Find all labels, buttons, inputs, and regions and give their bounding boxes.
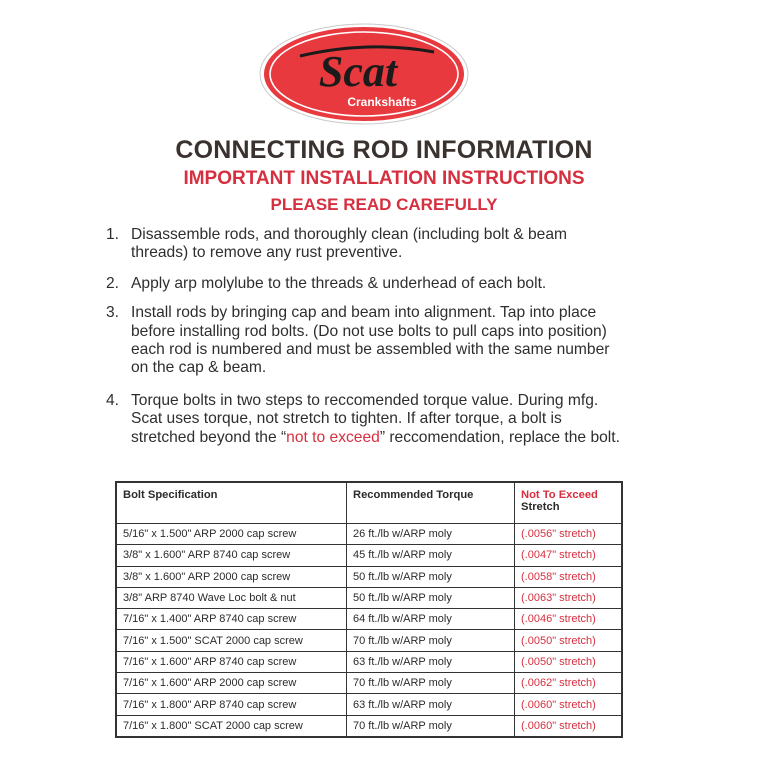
instruction-step: [106, 392, 626, 447]
table-row: [117, 694, 622, 715]
read-carefully-note: PLEASE READ CAREFULLY: [270, 195, 498, 214]
cell-stretch: (.0046" stretch): [515, 609, 622, 630]
cell-spec: 7/16" x 1.800" SCAT 2000 cap screw: [117, 715, 347, 736]
table-row: [117, 609, 622, 630]
header-recommended-torque: Recommended Torque: [347, 483, 515, 524]
instruction-step: [106, 275, 626, 293]
cell-spec: 3/8" ARP 8740 Wave Loc bolt & nut: [117, 587, 347, 608]
cell-spec: 3/8" x 1.600" ARP 2000 cap screw: [117, 566, 347, 587]
cell-stretch: (.0060" stretch): [515, 694, 622, 715]
table-row: [117, 673, 622, 694]
cell-stretch: (.0050" stretch): [515, 630, 622, 651]
table-row: [117, 715, 622, 736]
cell-torque: 50 ft./lb w/ARP moly: [347, 587, 515, 608]
table-row: [117, 545, 622, 566]
step-text: Install rods by bringing cap and beam into alignment. Tap into place before installing rod bolts. (Do not use bolts to pull caps into position) each rod is numbered and must be assembled with the same number on the cap & beam.: [131, 304, 610, 377]
not-to-exceed-highlight: not to exceed: [286, 428, 380, 446]
cell-stretch: (.0047" stretch): [515, 545, 622, 566]
header-bolt-specification: Bolt Specification: [117, 483, 347, 524]
cell-stretch: (.0056" stretch): [515, 524, 622, 545]
cell-torque: 63 ft./lb w/ARP moly: [347, 694, 515, 715]
table-row: [117, 630, 622, 651]
cell-spec: 5/16" x 1.500" ARP 2000 cap screw: [117, 524, 347, 545]
step-number: 3.: [106, 304, 120, 322]
cell-stretch: (.0063" stretch): [515, 587, 622, 608]
table-row: [117, 524, 622, 545]
cell-torque: 64 ft./lb w/ARP moly: [347, 609, 515, 630]
step-number: 4.: [106, 391, 120, 409]
header-stretch-line1: Not To Exceed: [521, 489, 598, 501]
cell-torque: 63 ft./lb w/ARP moly: [347, 651, 515, 672]
cell-spec: 7/16" x 1.800" ARP 8740 cap screw: [117, 694, 347, 715]
cell-stretch: (.0062" stretch): [515, 673, 622, 694]
header-not-to-exceed-stretch: [515, 483, 622, 524]
cell-torque: 45 ft./lb w/ARP moly: [347, 545, 515, 566]
step-text: Apply arp molylube to the threads & underhead of each bolt.: [131, 274, 547, 292]
logo-subtitle: Crankshafts: [347, 95, 417, 109]
header-stretch-line2: Stretch: [521, 501, 560, 513]
table-row: [117, 651, 622, 672]
table-row: [117, 587, 622, 608]
cell-stretch: (.0058" stretch): [515, 566, 622, 587]
step-number: 1.: [106, 226, 120, 243]
cell-spec: 7/16" x 1.600" ARP 2000 cap screw: [117, 673, 347, 694]
scat-logo: [258, 22, 470, 126]
instruction-step: [106, 304, 626, 378]
instruction-step: [106, 226, 626, 263]
step-text-after: ” reccomendation, replace the bolt.: [379, 428, 620, 446]
cell-torque: 70 ft./lb w/ARP moly: [347, 715, 515, 736]
step-number: 2.: [106, 274, 120, 292]
instruction-list: [106, 226, 626, 447]
step-text: Disassemble rods, and thoroughly clean (including bolt & beam threads) to remove any rust preventive.: [131, 226, 568, 262]
step-text-before: Torque bolts in two steps to reccomended torque value. During mfg. Scat uses torque, not stretch to tighten. If after torque, a bolt is stretched beyond the “: [131, 391, 599, 446]
cell-torque: 70 ft./lb w/ARP moly: [347, 673, 515, 694]
cell-spec: 3/8" x 1.600" ARP 8740 cap screw: [117, 545, 347, 566]
cell-torque: 70 ft./lb w/ARP moly: [347, 630, 515, 651]
page-title: CONNECTING ROD INFORMATION: [175, 136, 593, 164]
cell-spec: 7/16" x 1.600" ARP 8740 cap screw: [117, 651, 347, 672]
cell-torque: 26 ft./lb w/ARP moly: [347, 524, 515, 545]
cell-stretch: (.0050" stretch): [515, 651, 622, 672]
cell-stretch: (.0060" stretch): [515, 715, 622, 736]
cell-spec: 7/16" x 1.500" SCAT 2000 cap screw: [117, 630, 347, 651]
cell-spec: 7/16" x 1.400" ARP 8740 cap screw: [117, 609, 347, 630]
table-header-row: [117, 483, 622, 524]
bolt-spec-table: [115, 481, 623, 738]
table-row: [117, 566, 622, 587]
logo-brand: Scat: [318, 47, 398, 96]
page-subtitle: IMPORTANT INSTALLATION INSTRUCTIONS: [183, 168, 585, 189]
cell-torque: 50 ft./lb w/ARP moly: [347, 566, 515, 587]
